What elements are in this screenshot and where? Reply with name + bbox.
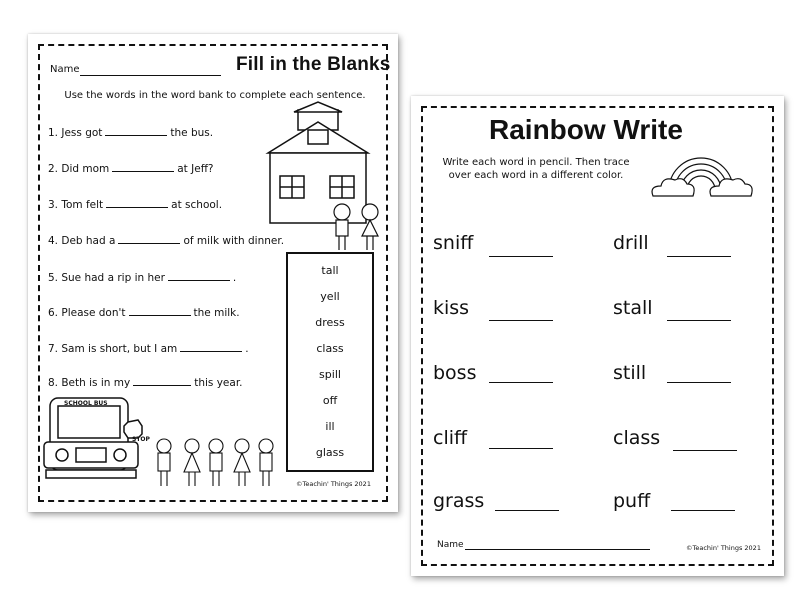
spelling-word: kiss bbox=[433, 297, 470, 319]
sentence-4: 4. Deb had a of milk with dinner. bbox=[48, 235, 285, 247]
credit-text: ©Teachin' Things 2021 bbox=[296, 480, 371, 488]
spelling-word: puff bbox=[613, 490, 651, 512]
name-line bbox=[465, 549, 650, 550]
spelling-word: drill bbox=[613, 232, 649, 254]
word-bank-item: class bbox=[316, 342, 344, 355]
worksheet-title: Fill in the Blanks bbox=[236, 54, 391, 75]
children-group-illustration bbox=[152, 438, 282, 492]
worksheet-title: Rainbow Write bbox=[489, 114, 683, 145]
writing-line bbox=[667, 256, 731, 257]
writing-line bbox=[673, 450, 737, 451]
writing-line bbox=[667, 320, 731, 321]
spelling-word: stall bbox=[613, 297, 653, 319]
rainbow-illustration bbox=[649, 140, 749, 200]
fill-in-blanks-worksheet bbox=[28, 34, 398, 512]
writing-line bbox=[671, 510, 735, 511]
word-bank-item: yell bbox=[320, 290, 340, 303]
sentence-3: 3. Tom felt at school. bbox=[48, 199, 223, 211]
sentence-1: 1. Jess got the bus. bbox=[48, 127, 214, 139]
word-bank-item: off bbox=[322, 394, 338, 407]
sentence-2: 2. Did mom at Jeff? bbox=[48, 163, 214, 175]
writing-line bbox=[489, 448, 553, 449]
word-bank-item: tall bbox=[321, 264, 339, 277]
writing-line bbox=[489, 382, 553, 383]
sentence-8: 8. Beth is in my this year. bbox=[48, 377, 243, 389]
name-line bbox=[80, 75, 221, 76]
writing-line bbox=[489, 256, 553, 257]
writing-line bbox=[495, 510, 559, 511]
word-bank-item: spill bbox=[319, 368, 341, 381]
spelling-word: boss bbox=[433, 362, 477, 384]
word-bank-item: dress bbox=[315, 316, 345, 329]
spelling-word: still bbox=[613, 362, 647, 384]
spelling-word: cliff bbox=[433, 427, 468, 449]
sentence-5: 5. Sue had a rip in her . bbox=[48, 272, 237, 284]
spelling-word: sniff bbox=[433, 232, 474, 254]
word-bank-item: ill bbox=[325, 420, 335, 433]
name-label: Name bbox=[50, 64, 80, 75]
sentence-7: 7. Sam is short, but I am . bbox=[48, 343, 249, 355]
name-label: Name bbox=[437, 540, 464, 550]
kids-illustration bbox=[330, 202, 388, 252]
word-bank bbox=[286, 252, 374, 472]
credit-text: ©Teachin' Things 2021 bbox=[686, 544, 761, 552]
instructions: Use the words in the word bank to complete each sentence. bbox=[64, 90, 366, 101]
bus-sign-text: SCHOOL BUS bbox=[64, 400, 108, 407]
rainbow-write-worksheet bbox=[411, 96, 784, 576]
writing-line bbox=[489, 320, 553, 321]
sentence-6: 6. Please don't the milk. bbox=[48, 307, 240, 319]
stop-sign-text: STOP bbox=[132, 436, 150, 443]
word-bank-item: glass bbox=[315, 446, 345, 459]
writing-line bbox=[667, 382, 731, 383]
spelling-word: class bbox=[613, 427, 661, 449]
spelling-word: grass bbox=[433, 490, 485, 512]
instructions: Write each word in pencil. Then trace over each word in a different color. bbox=[442, 157, 630, 181]
